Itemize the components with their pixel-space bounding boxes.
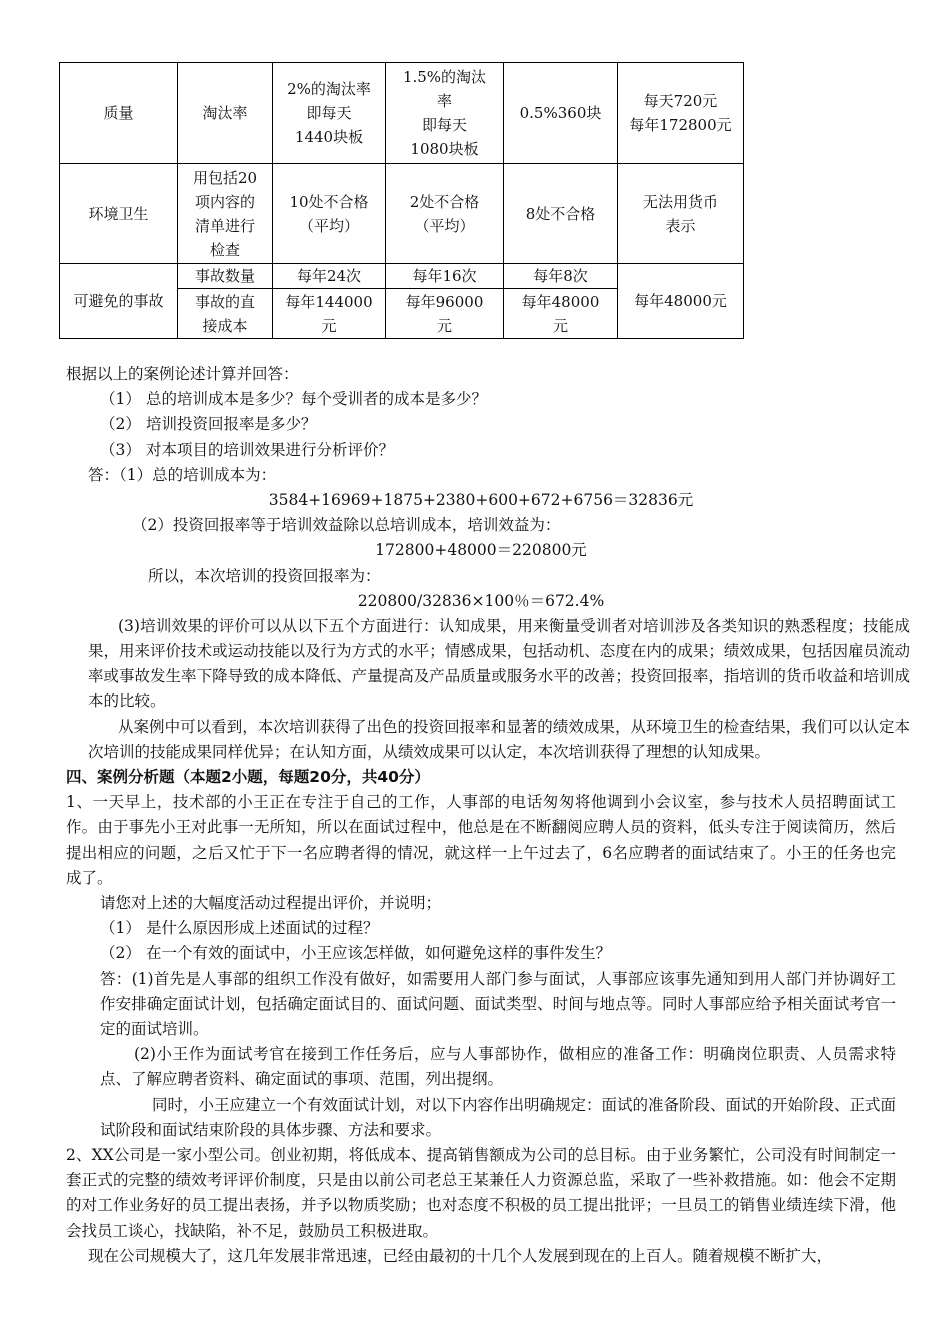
answer-2-label: （2）投资回报率等于培训效益除以总培训成本，培训效益为： (132, 516, 561, 535)
case-2-description: 2、XX公司是一家小型公司。创业初期，将低成本、提高销售额成为公司的总目标。由于业务繁忙，公司没有时间制定一套正式的完整的绩效考评评价制度，只是由以前公司老总王某兼任人力资源总监，采取了一些补救措施。如：他会不定期的对工作业务好的员工提出表扬，并予以物质奖励；也对态度不积极的员工提出批评；一旦员工的销售业绩连续下滑，他会找员工谈心，找缺陷，补不足，鼓励员工积极进取。 (66, 1146, 896, 1240)
cell-category: 环境卫生 (60, 164, 178, 264)
cell-value: 每天720元 每年172800元 (618, 63, 744, 164)
document-body (66, 362, 910, 1269)
answer-3-conclusion: 从案例中可以看到，本次培训获得了出色的投资回报率和显著的绩效成果，从环境卫生的检查结果，我们可以认定本次培训的技能成果同样优异；在认知方面，从绩效成果可以认定，本次培训获得了理想的认知成果。 (88, 717, 910, 761)
cell-value: 无法用货币 表示 (618, 164, 744, 264)
case-1-prompt: 请您对上述的大幅度活动过程提出评价，并说明； (100, 894, 442, 913)
cell-method: 事故数量 (178, 264, 273, 289)
case-1-answer-2: (2)小王作为面试考官在接到工作任务后，应与人事部协作，做相应的准备工作：明确岗位职责、人员需求特点、了解应聘者资料、确定面试的事项、范围，列出提纲。 (100, 1045, 896, 1089)
cell-value: 每年48000元 (618, 264, 744, 339)
cell-category: 可避免的事故 (60, 264, 178, 339)
cell-after: 每年96000 元 (386, 289, 504, 339)
question-1: （1） 总的培训成本是多少？每个受训者的成本是多少？ (100, 390, 488, 409)
cell-before: 2%的淘汰率 即每天 1440块板 (273, 63, 386, 164)
cell-method: 事故的直 接成本 (178, 289, 273, 339)
cell-after: 每年16次 (386, 264, 504, 289)
answer-2-roi-label: 所以，本次培训的投资回报率为： (148, 566, 381, 585)
cell-method: 用包括20 项内容的 清单进行 检查 (178, 164, 273, 264)
formula-benefit: 172800+48000＝220800元 (375, 541, 587, 560)
cell-after: 1.5%的淘汰 率 即每天 1080块板 (386, 63, 504, 164)
table-row-accidents-count (60, 264, 744, 289)
cell-method: 淘汰率 (178, 63, 273, 164)
training-results-table (59, 62, 744, 339)
case-1-answer-3: 同时，小王应建立一个有效面试计划，对以下内容作出明确规定：面试的准备阶段、面试的开始阶段、正式面试阶段和面试结束阶段的具体步骤、方法和要求。 (100, 1095, 897, 1139)
case-1-description: 1、一天早上，技术部的小王正在专注于自己的工作，人事部的电话匆匆将他调到小会议室，参与技术人员招聘面试工作。由于事先小王对此事一无所知，所以在面试过程中，他总是在不断翻阅应聘人员的资料，低头专注于阅读简历，然后提出相应的问题，之后又忙于下一名应聘者得的情况，就这样一上午过去了，6名应聘者的面试结束了。小王的任务也完成了。 (66, 793, 896, 887)
cell-before: 10处不合格 （平均） (273, 164, 386, 264)
formula-total-cost: 3584+16969+1875+2380+600+672+6756＝32836元 (268, 490, 694, 509)
case-1-question-1: （1） 是什么原因形成上述面试的过程？ (100, 919, 379, 938)
cell-difference: 0.5%360块 (504, 63, 618, 164)
case-2-continued: 现在公司规模大了，这几年发展非常迅速，已经由最初的十几个人发展到现在的上百人。随着规模不断扩大， (88, 1246, 833, 1265)
cell-difference: 每年48000 元 (504, 289, 618, 339)
question-2: （2） 培训投资回报率是多少？ (100, 415, 317, 434)
formula-roi: 220800/32836×100％＝672.4% (357, 591, 605, 610)
case-1-question-2: （2） 在一个有效的面试中，小王应该怎样做，如何避免这样的事件发生？ (100, 944, 612, 963)
cell-before: 每年24次 (273, 264, 386, 289)
answer-3-paragraph: (3)培训效果的评价可以从以下五个方面进行：认知成果，用来衡量受训者对培训涉及各类知识的熟悉程度；技能成果，用来评价技术或运动技能以及行为方式的水平；情感成果，包括动机、态度在内的成果；绩效成果，包括因雇员流动率或事故发生率下降导致的成本降低、产量提高及产品质量或服务水平的改善；投资回报率，指培训的货币收益和培训成本的比较。 (88, 616, 910, 711)
cell-before: 每年144000 元 (273, 289, 386, 339)
cell-category: 质量 (60, 63, 178, 164)
intro-text: 根据以上的案例论述计算并回答： (66, 365, 299, 383)
case-1-answer-1: 答：(1)首先是人事部的组织工作没有做好，如需要用人部门参与面试，人事部应该事先通知到用人部门并协调好工作安排确定面试计划，包括确定面试目的、面试问题、面试类型、时间与地点等。同时人事部应给予相关面试考官一定的面试培训。 (100, 969, 896, 1039)
table-row-hygiene (60, 164, 744, 264)
cell-difference: 每年8次 (504, 264, 618, 289)
section-heading: 四、案例分析题（本题2小题，每题20分，共40分） (66, 768, 430, 787)
cell-difference: 8处不合格 (504, 164, 618, 264)
answer-1-label: 答：（1）总的培训成本为： (88, 465, 277, 484)
table-row-quality (60, 63, 744, 164)
question-3: （3） 对本项目的培训效果进行分析评价？ (100, 440, 395, 459)
cell-after: 2处不合格 （平均） (386, 164, 504, 264)
